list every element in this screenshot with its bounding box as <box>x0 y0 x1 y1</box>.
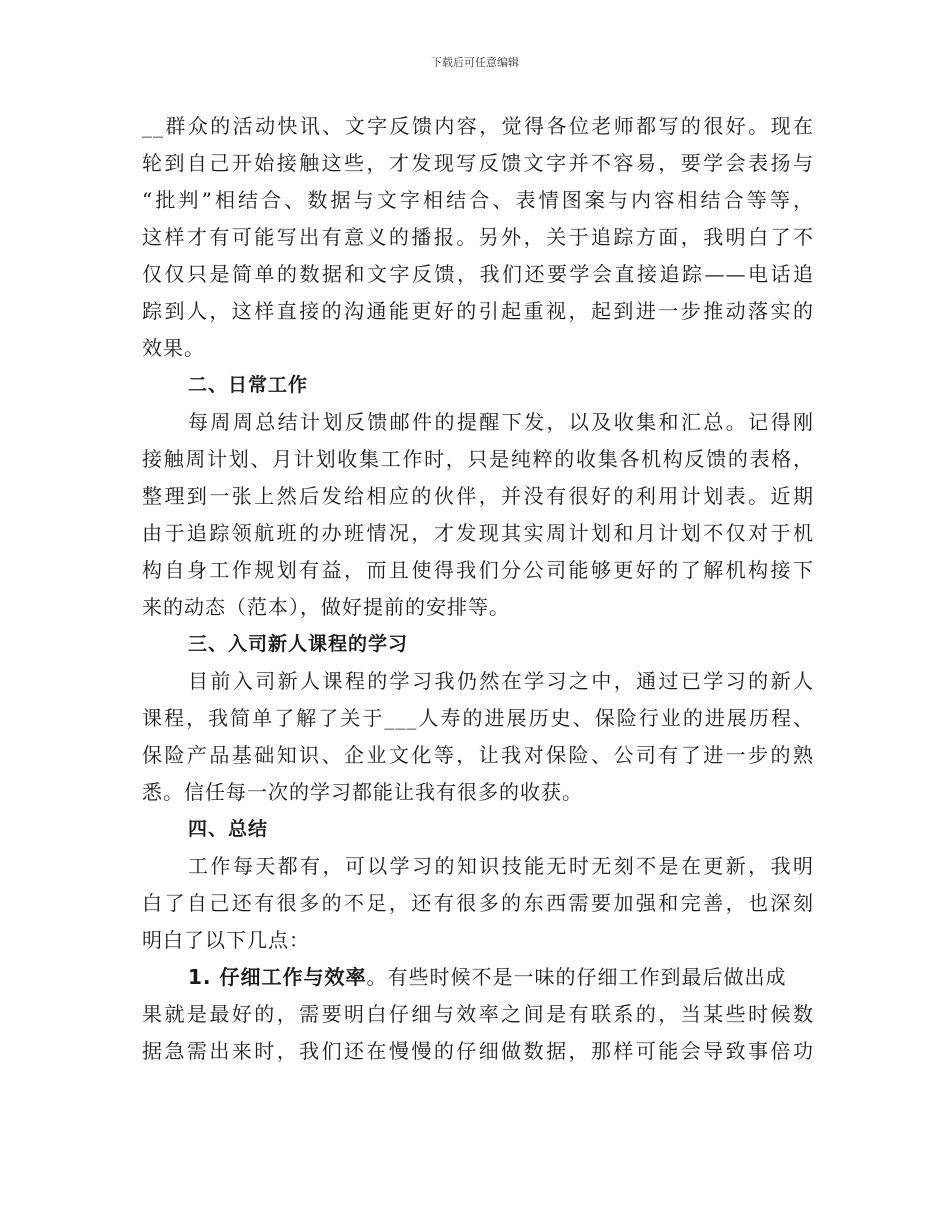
text-line: 踪到人，这样直接的沟通能更好的引起重视，起到进一步推动落实的 <box>142 299 814 323</box>
section-heading-new-staff-course: 三、入司新人课程的学习 <box>188 633 409 655</box>
text-line: 来的动态（范本），做好提前的安排等。 <box>142 595 510 619</box>
text-line: 悉。信任每一次的学习都能让我有很多的收获。 <box>142 780 583 804</box>
section-heading-daily-work: 二、日常工作 <box>188 374 309 396</box>
text-line: 据急需出来时，我们还在慢慢的仔细做数据，那样可能会导致事倍功 <box>142 1039 814 1063</box>
paragraph-new-staff-course <box>142 663 814 811</box>
text-line: 每周周总结计划反馈邮件的提醒下发，以及收集和汇总。记得刚 <box>188 410 814 434</box>
text-line <box>142 959 814 996</box>
text-line: 由于追踪领航班的办班情况，才发现其实周计划和月计划不仅对于机 <box>142 521 814 545</box>
text-line: 整理到一张上然后发给相应的伙伴，并没有很好的利用计划表。近期 <box>142 484 814 508</box>
text-line: 果就是最好的，需要明白仔细与效率之间是有联系的，当某些时候数 <box>142 1002 814 1026</box>
text-line: 轮到自己开始接触这些，才发现写反馈文字并不容易，要学会表扬与 <box>142 151 814 175</box>
text-line: 效果。 <box>142 336 205 360</box>
text-line: “批判”相结合、数据与文字相结合、表情图案与内容相结合等等， <box>142 188 814 212</box>
text-line: 构自身工作规划有益，而且使得我们分公司能够更好的了解机构接下 <box>142 558 814 582</box>
point-title: 1. 仔细工作与效率 <box>188 965 367 989</box>
text-line: 仅仅只是简单的数据和文字反馈，我们还要学会直接追踪——电话追 <box>142 262 814 286</box>
text-line: 保险产品基础知识、企业文化等，让我对保险、公司有了进一步的熟 <box>142 743 814 767</box>
paragraph-daily-work <box>142 404 814 626</box>
text-line: 接触周计划、月计划收集工作时，只是纯粹的收集各机构反馈的表格， <box>142 447 814 471</box>
text-line: 明白了以下几点： <box>142 928 310 952</box>
document-body <box>142 108 814 1070</box>
text-line: 这样才有可能写出有意义的播报。另外，关于追踪方面，我明白了不 <box>142 225 814 249</box>
paragraph-activity-feedback <box>142 108 814 367</box>
page-header: 下载后可任意编辑 <box>431 56 519 69</box>
text-line: 课程，我简单了解了关于___人寿的进展历史、保险行业的进展历程、 <box>142 706 814 730</box>
text-line: 白了自己还有很多的不足，还有很多的东西需要加强和完善，也深刻 <box>142 891 814 915</box>
point-text: 。有些时候不是一味的仔细工作到最后做出成 <box>366 965 787 989</box>
text-line: 目前入司新人课程的学习我仍然在学习之中，通过已学习的新人 <box>188 669 814 693</box>
text-line: 工作每天都有，可以学习的知识技能无时无刻不是在更新，我明 <box>188 854 814 878</box>
text-line: __群众的活动快讯、文字反馈内容，觉得各位老师都写的很好。现在 <box>142 114 814 138</box>
paragraph-care-and-efficiency <box>142 959 814 1070</box>
paragraph-summary <box>142 848 814 959</box>
section-heading-summary: 四、总结 <box>188 818 269 840</box>
